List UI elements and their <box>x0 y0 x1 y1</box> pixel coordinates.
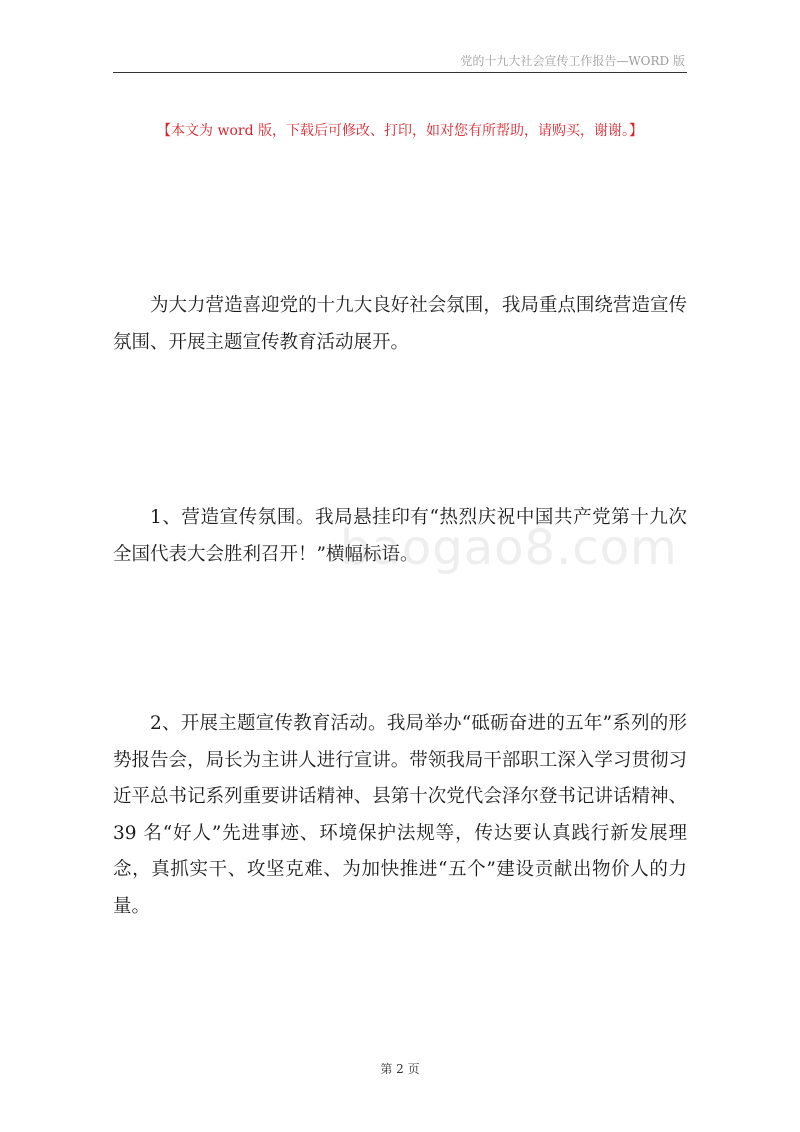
download-notice: 【本文为 word 版，下载后可修改、打印，如对您有所帮助，请购买，谢谢。】 <box>157 123 643 139</box>
page-number: 第 2 页 <box>380 1062 420 1076</box>
paragraph-item-1: 1、营造宣传氛围。我局悬挂印有“热烈庆祝中国共产党第十九次全国代表大会胜利召开！”横幅标语。 <box>113 507 687 565</box>
header-title: 党的十九大社会宣传工作报告—WORD 版 <box>460 54 685 68</box>
watermark: baogao8.com <box>340 520 678 576</box>
paragraph-item-2: 2、开展主题宣传教育活动。我局举办“砥砺奋进的五年”系列的形势报告会，局长为主讲人进行宣讲。带领我局干部职工深入学习贯彻习近平总书记系列重要讲话精神、县第十次党代会泽尔登书记讲话精神、39 名“好人”先进事迹、环境保护法规等，传达要认真践行新发展理念，真抓实干、攻坚克难、为加快推进“五个”建设贡献出物价人的力量。 <box>113 713 687 917</box>
paragraph-intro: 为大力营造喜迎党的十九大良好社会氛围，我局重点围绕营造宣传氛围、开展主题宣传教育活动展开。 <box>113 295 687 353</box>
header-divider <box>113 72 687 73</box>
